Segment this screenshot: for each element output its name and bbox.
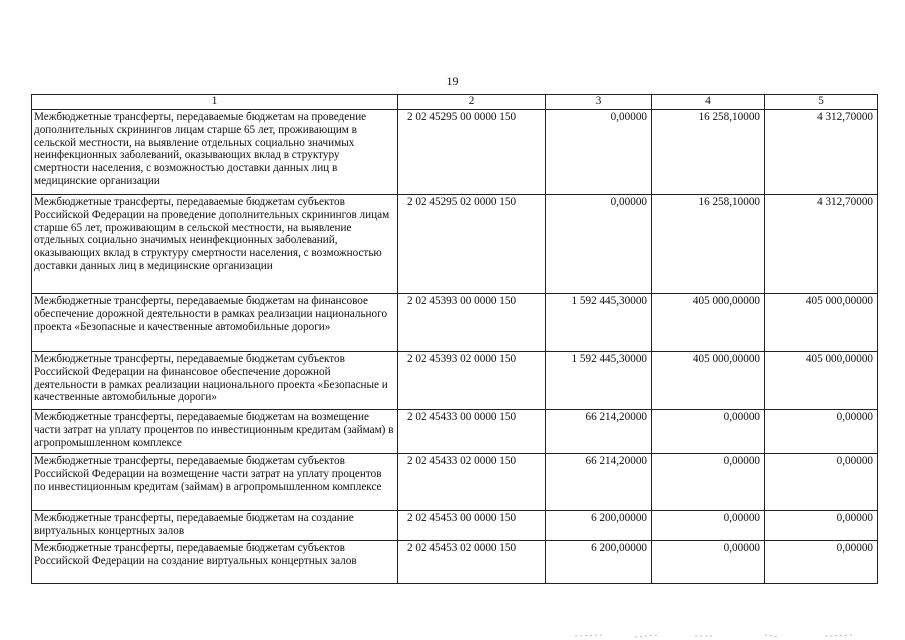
amount-col3: 66 214,20000 — [546, 410, 652, 454]
budget-code: 2 02 45393 02 0000 150 — [398, 352, 546, 410]
amount-col4: 0,00000 — [652, 410, 765, 454]
amount-col5: 405 000,00000 — [765, 352, 878, 410]
amount-col3: 6 200,00000 — [546, 511, 652, 541]
column-header-3: 3 — [546, 95, 652, 110]
table-row — [32, 410, 878, 454]
table-row — [32, 511, 878, 541]
amount-col5: 0,00000 — [765, 541, 878, 584]
budget-code: 2 02 45295 02 0000 150 — [398, 195, 546, 294]
amount-col5: 0,00000 — [765, 410, 878, 454]
amount-col3: 1 592 445,30000 — [546, 352, 652, 410]
transfer-description: Межбюджетные трансферты, передаваемые бюджетам субъектов Российской Федерации на проведение дополнительных скринингов лицам старше 65 лет, проживающим в сельской местности, на выявление отдельных социально значимых неинфекционных заболеваний, оказывающих вклад в структуру смертности населения, с возможностью доставки данных лиц в медицинские организации — [32, 195, 398, 294]
amount-col3: 0,00000 — [546, 195, 652, 294]
amount-col5: 4 312,70000 — [765, 110, 878, 195]
amount-col5: 405 000,00000 — [765, 294, 878, 352]
transfer-description: Межбюджетные трансферты, передаваемые бюджетам субъектов Российской Федерации на создание виртуальных концертных залов — [32, 541, 398, 584]
table-row — [32, 294, 878, 352]
amount-col4: 0,00000 — [652, 454, 765, 511]
amount-col4: 405 000,00000 — [652, 352, 765, 410]
budget-code: 2 02 45433 02 0000 150 — [398, 454, 546, 511]
amount-col4: 16 258,10000 — [652, 110, 765, 195]
amount-col5: 0,00000 — [765, 454, 878, 511]
amount-col4: 0,00000 — [652, 511, 765, 541]
budget-transfers-table — [31, 94, 878, 584]
page-number: 19 — [446, 74, 459, 88]
amount-col5: 4 312,70000 — [765, 195, 878, 294]
amount-col3: 66 214,20000 — [546, 454, 652, 511]
transfer-description: Межбюджетные трансферты, передаваемые бюджетам на финансовое обеспечение дорожной деятельности в рамках реализации национального проекта «Безопасные и качественные автомобильные дороги» — [32, 294, 398, 352]
transfer-description: Межбюджетные трансферты, передаваемые бюджетам субъектов Российской Федерации на финансовое обеспечение дорожной деятельности в рамках реализации национального проекта «Безопасные и качественные автомобильные дороги» — [32, 352, 398, 410]
table-row — [32, 352, 878, 410]
scan-artifact — [565, 632, 865, 638]
column-header-2: 2 — [398, 95, 546, 110]
budget-code: 2 02 45453 00 0000 150 — [398, 511, 546, 541]
table-row — [32, 454, 878, 511]
amount-col3: 0,00000 — [546, 110, 652, 195]
transfer-description: Межбюджетные трансферты, передаваемые бюджетам на создание виртуальных концертных залов — [32, 511, 398, 541]
column-header-4: 4 — [652, 95, 765, 110]
header-row — [32, 95, 878, 110]
column-header-1: 1 — [32, 95, 398, 110]
budget-code: 2 02 45453 02 0000 150 — [398, 541, 546, 584]
budget-code: 2 02 45393 00 0000 150 — [398, 294, 546, 352]
transfer-description: Межбюджетные трансферты, передаваемые бюджетам на проведение дополнительных скринингов лицам старше 65 лет, проживающим в сельской местности, на выявление отдельных социально значимых неинфекционных заболеваний, оказывающих вклад в структуру смертности населения, с возможностью доставки данных лиц в медицинские организации — [32, 110, 398, 195]
amount-col4: 0,00000 — [652, 541, 765, 584]
amount-col4: 405 000,00000 — [652, 294, 765, 352]
amount-col3: 1 592 445,30000 — [546, 294, 652, 352]
table-row — [32, 110, 878, 195]
table-row — [32, 541, 878, 584]
budget-code: 2 02 45295 00 0000 150 — [398, 110, 546, 195]
amount-col5: 0,00000 — [765, 511, 878, 541]
column-header-5: 5 — [765, 95, 878, 110]
budget-code: 2 02 45433 00 0000 150 — [398, 410, 546, 454]
table-row — [32, 195, 878, 294]
amount-col4: 16 258,10000 — [652, 195, 765, 294]
transfer-description: Межбюджетные трансферты, передаваемые бюджетам на возмещение части затрат на уплату процентов по инвестиционным кредитам (займам) в агропромышленном комплексе — [32, 410, 398, 454]
amount-col3: 6 200,00000 — [546, 541, 652, 584]
transfer-description: Межбюджетные трансферты, передаваемые бюджетам субъектов Российской Федерации на возмещение части затрат на уплату процентов по инвестиционным кредитам (займам) в агропромышленном комплексе — [32, 454, 398, 511]
